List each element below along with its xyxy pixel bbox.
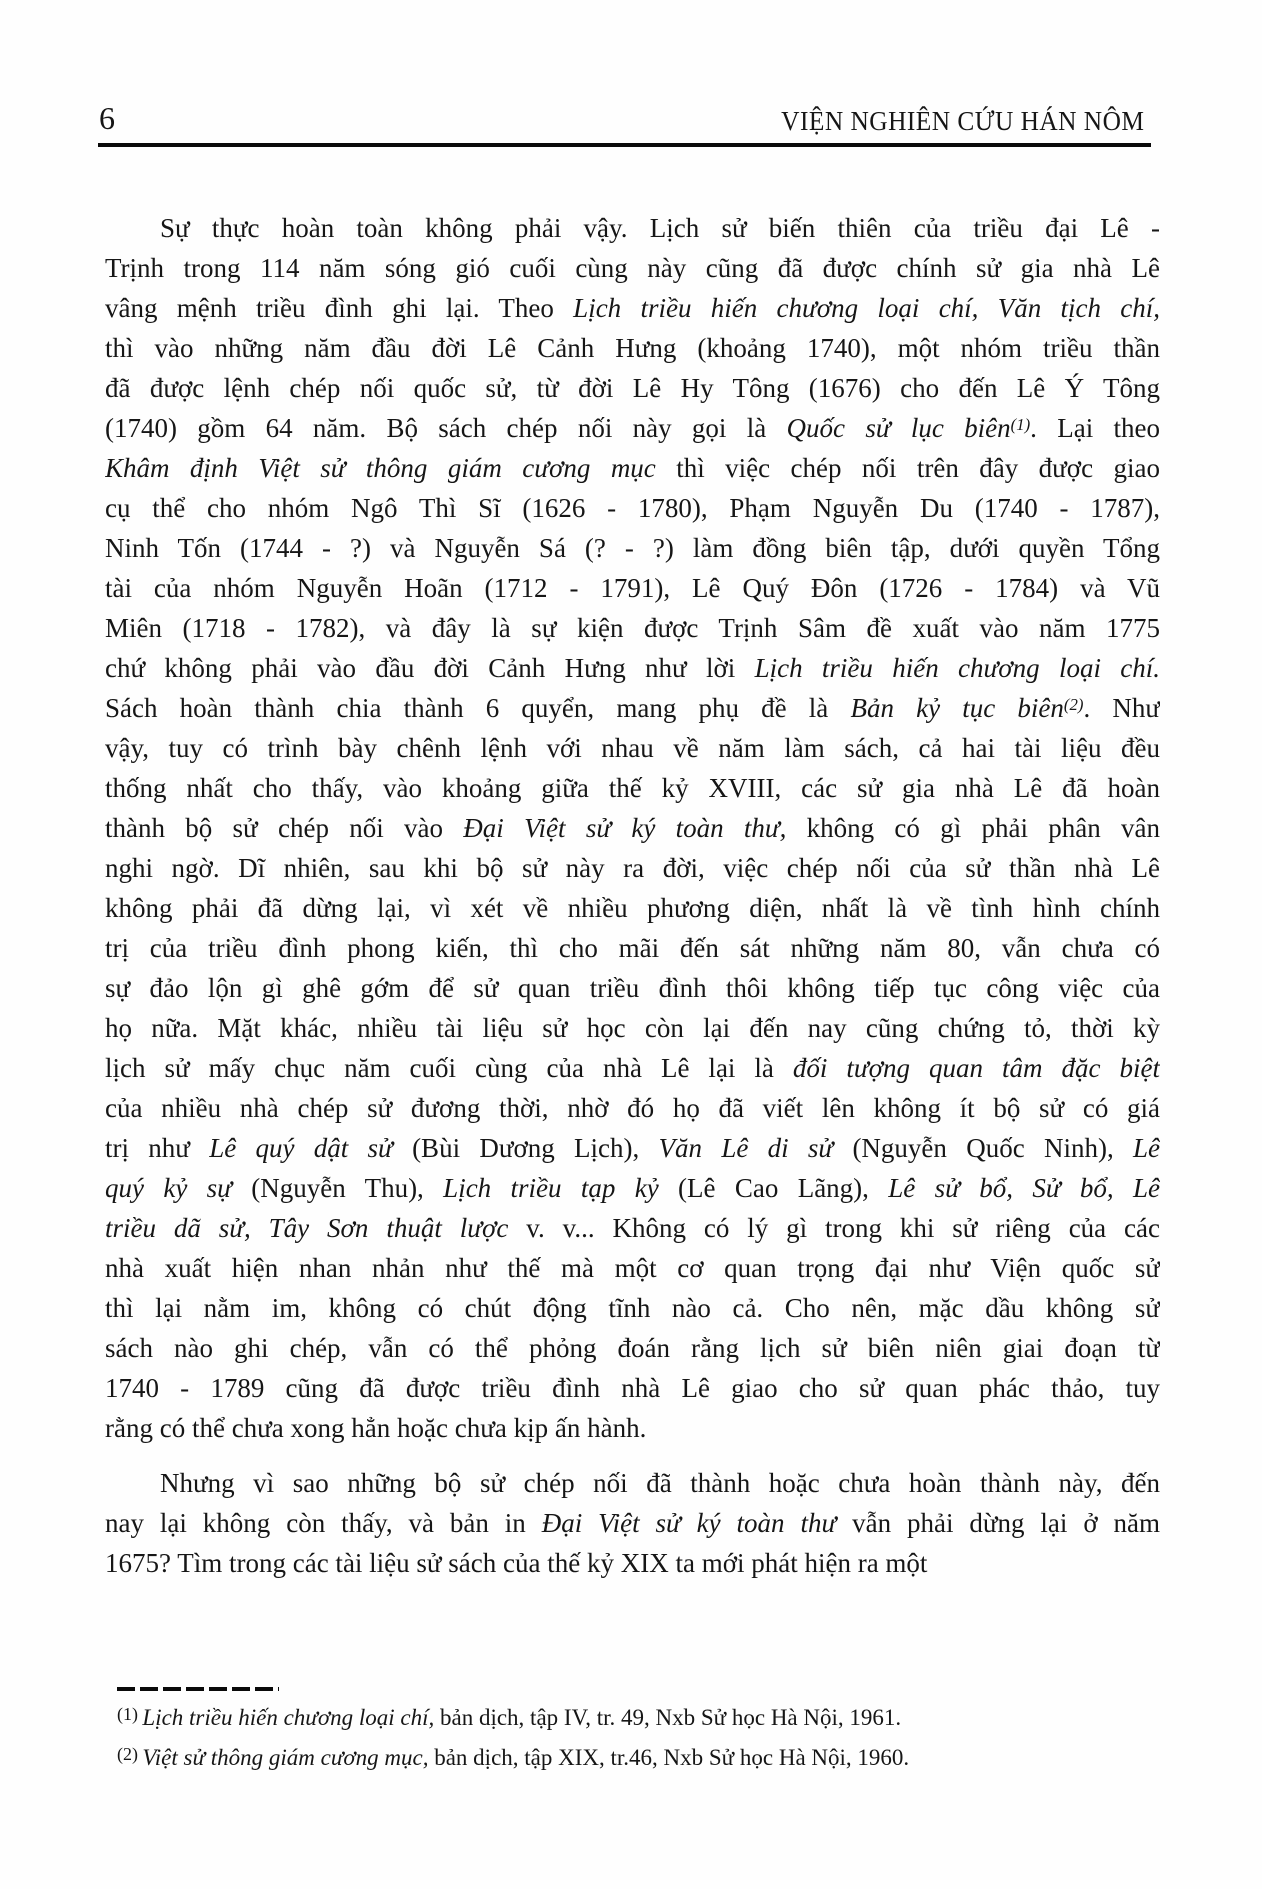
- body-text-line: [105, 1463, 1160, 1503]
- text-run: nghi ngờ. Dĩ nhiên, sau khi bộ sử này ra đời, việc chép nối của sử thần nhà Lê: [105, 853, 1160, 883]
- body-text-line: [105, 488, 1160, 528]
- text-run: Lê: [1133, 1133, 1160, 1163]
- body-text-line: [105, 408, 1160, 448]
- text-run: không phải đã dừng lại, vì xét về nhiều phương diện, nhất là về tình hình chính: [105, 893, 1160, 923]
- body-text-line: [105, 1088, 1160, 1128]
- text-run: (1740) gồm 64 năm. Bộ sách chép nối này gọi là: [105, 413, 787, 443]
- text-run: không có gì phải phân vân: [786, 813, 1160, 843]
- body-text-line: [105, 1288, 1160, 1328]
- text-run: Ninh Tốn (1744 - ?) và Nguyễn Sá (? - ?) làm đồng biên tập, dưới quyền Tổng: [105, 533, 1160, 563]
- text-run: cụ thể cho nhóm Ngô Thì Sĩ (1626 - 1780), Phạm Nguyễn Du (1740 - 1787),: [105, 493, 1160, 523]
- text-run: . Lại theo: [1030, 413, 1160, 443]
- text-run: (Lê Cao Lãng),: [658, 1173, 889, 1203]
- body-text-line: [105, 288, 1160, 328]
- text-run: thì lại nằm im, không có chút động tĩnh nào cả. Cho nên, mặc dầu không sử: [105, 1293, 1160, 1323]
- text-run: lịch sử mấy chục năm cuối cùng của nhà Lê lại là: [105, 1053, 793, 1083]
- body-text-line: [105, 768, 1160, 808]
- footnote-separator: [117, 1687, 279, 1691]
- text-run: (Nguyễn Quốc Ninh),: [833, 1133, 1133, 1163]
- text-run: 1740 - 1789 cũng đã được triều đình nhà Lê giao cho sử quan phác thảo, tuy: [105, 1373, 1160, 1403]
- paragraph: [105, 1463, 1160, 1583]
- body-text-line: [105, 688, 1160, 728]
- text-run: Khâm định Việt sử thông giám cương mục: [105, 453, 656, 483]
- text-run: vâng mệnh triều đình ghi lại. Theo: [105, 293, 574, 323]
- text-run: Bản kỷ tục biên: [850, 693, 1064, 723]
- body-text-line: [105, 808, 1160, 848]
- text-run: đã được lệnh chép nối quốc sử, từ đời Lê Hy Tông (1676) cho đến Lê Ý Tông: [105, 373, 1160, 403]
- body-text-line: [105, 248, 1160, 288]
- body-text-line: [105, 1048, 1160, 1088]
- text-run: Miên (1718 - 1782), và đây là sự kiện được Trịnh Sâm đề xuất vào năm 1775: [105, 613, 1160, 643]
- text-run: rằng có thể chưa xong hẳn hoặc chưa kịp ấn hành.: [105, 1413, 647, 1443]
- body-text-line: [105, 728, 1160, 768]
- text-run: Sách hoàn thành chia thành 6 quyển, mang phụ đề là: [105, 693, 851, 723]
- body-text-line: [105, 848, 1160, 888]
- text-run: thì vào những năm đầu đời Lê Cảnh Hưng (khoảng 1740), một nhóm triều thần: [105, 333, 1160, 363]
- body-text-line: [105, 208, 1160, 248]
- text-run: vậy, tuy có trình bày chênh lệnh với nhau về năm làm sách, cả hai tài liệu đều: [105, 733, 1160, 763]
- text-run: Việt sử thông giám cương mục,: [142, 1745, 429, 1770]
- text-run: đối tượng quan tâm đặc biệt: [792, 1053, 1160, 1083]
- text-run: Lịch triều hiến chương loại chí, Văn tịch chí,: [573, 293, 1160, 323]
- body-text: [105, 208, 1160, 1583]
- body-text-line: [105, 1503, 1160, 1543]
- body-text-line: [105, 1008, 1160, 1048]
- text-run: Lê sử bổ, Sử bổ, Lê: [888, 1173, 1160, 1203]
- body-text-line: [105, 1128, 1160, 1168]
- body-text-line: [105, 648, 1160, 688]
- text-run: Quốc sử lục biên: [786, 413, 1011, 443]
- text-run: 1675? Tìm trong các tài liệu sử sách của thế kỷ XIX ta mới phát hiện ra một: [105, 1548, 928, 1578]
- text-run: v. v... Không có lý gì trong khi sử riêng của các: [508, 1213, 1160, 1243]
- text-run: trị của triều đình phong kiến, thì cho mãi đến sát những năm 80, vẫn chưa có: [105, 933, 1160, 963]
- footnote-ref: (2): [117, 1744, 143, 1764]
- body-text-line: [105, 968, 1160, 1008]
- paragraph: [105, 208, 1160, 1448]
- body-text-line: [105, 1543, 1160, 1583]
- footnote-line: [117, 1738, 1160, 1778]
- header-rule: [98, 143, 1151, 147]
- text-run: sách nào ghi chép, vẫn có thể phỏng đoán rằng lịch sử biên niên giai đoạn từ: [105, 1333, 1160, 1363]
- page-number: 6: [99, 100, 115, 136]
- text-run: thống nhất cho thấy, vào khoảng giữa thế kỷ XVIII, các sử gia nhà Lê đã hoàn: [105, 773, 1160, 803]
- body-text-line: [105, 368, 1160, 408]
- body-text-line: [105, 568, 1160, 608]
- body-text-line: [105, 1208, 1160, 1248]
- body-text-line: [105, 888, 1160, 928]
- text-run: Lê quý dật sử: [209, 1133, 393, 1163]
- text-run: triều dã sử, Tây Sơn thuật lược: [105, 1213, 509, 1243]
- body-text-line: [105, 1368, 1160, 1408]
- text-run: vẫn phải dừng lại ở năm: [836, 1508, 1160, 1538]
- text-run: Nhưng vì sao những bộ sử chép nối đã thành hoặc chưa hoàn thành này, đến: [160, 1468, 1160, 1498]
- text-run: (Bùi Dương Lịch),: [392, 1133, 659, 1163]
- text-run: Đại Việt sử ký toàn thư: [541, 1508, 837, 1538]
- text-run: của nhiều nhà chép sử đương thời, nhờ đó họ đã viết lên không ít bộ sử có giá: [105, 1093, 1160, 1123]
- text-run: chứ không phải vào đầu đời Cảnh Hưng như lời: [105, 653, 755, 683]
- text-run: quý kỷ sự: [105, 1173, 232, 1203]
- text-run: Lịch triều hiến chương loại chí,: [142, 1705, 435, 1730]
- text-run: nay lại không còn thấy, và bản in: [105, 1508, 542, 1538]
- text-run: bản dịch, tập XIX, tr.46, Nxb Sử học Hà Nội, 1960.: [428, 1745, 910, 1770]
- text-run: Lịch triều hiến chương loại chí.: [754, 653, 1160, 683]
- body-text-line: [105, 328, 1160, 368]
- text-run: họ nữa. Mặt khác, nhiều tài liệu sử học còn lại đến nay cũng chứng tỏ, thời kỳ: [105, 1013, 1160, 1043]
- footnotes: [117, 1698, 1160, 1778]
- text-run: thì việc chép nối trên đây được giao: [655, 453, 1160, 483]
- body-text-line: [105, 448, 1160, 488]
- text-run: thành bộ sử chép nối vào: [105, 813, 464, 843]
- text-run: nhà xuất hiện nhan nhản như thế mà một cơ quan trọng đại như Viện quốc sử: [105, 1253, 1160, 1283]
- text-run: Văn Lê di sử: [658, 1133, 834, 1163]
- body-text-line: [105, 1248, 1160, 1288]
- text-run: sự đảo lộn gì ghê gớm để sử quan triều đình thôi không tiếp tục công việc của: [105, 973, 1160, 1003]
- text-run: trị như: [105, 1133, 210, 1163]
- text-run: Đại Việt sử ký toàn thư,: [463, 813, 787, 843]
- body-text-line: [105, 1408, 1160, 1448]
- text-run: tài của nhóm Nguyễn Hoãn (1712 - 1791), Lê Quý Đôn (1726 - 1784) và Vũ: [105, 573, 1160, 603]
- text-run: Lịch triều tạp kỷ: [443, 1173, 659, 1203]
- body-text-line: [105, 608, 1160, 648]
- body-text-line: [105, 928, 1160, 968]
- text-run: . Như: [1083, 693, 1160, 723]
- footnote-line: [117, 1698, 1160, 1738]
- text-run: Trịnh trong 114 năm sóng gió cuối cùng này cũng đã được chính sử gia nhà Lê: [105, 253, 1160, 283]
- body-text-line: [105, 528, 1160, 568]
- footnote-ref: (1): [117, 1704, 143, 1724]
- body-text-line: [105, 1328, 1160, 1368]
- text-run: bản dịch, tập IV, tr. 49, Nxb Sử học Hà Nội, 1961.: [434, 1705, 902, 1730]
- text-run: (Nguyễn Thu),: [231, 1173, 444, 1203]
- footnote-ref: (2): [1063, 695, 1084, 714]
- running-title: VIỆN NGHIÊN CỨU HÁN NÔM: [780, 106, 1144, 136]
- body-text-line: [105, 1168, 1160, 1208]
- text-run: Sự thực hoàn toàn không phải vậy. Lịch sử biến thiên của triều đại Lê -: [160, 213, 1160, 243]
- footnote-ref: (1): [1010, 415, 1031, 434]
